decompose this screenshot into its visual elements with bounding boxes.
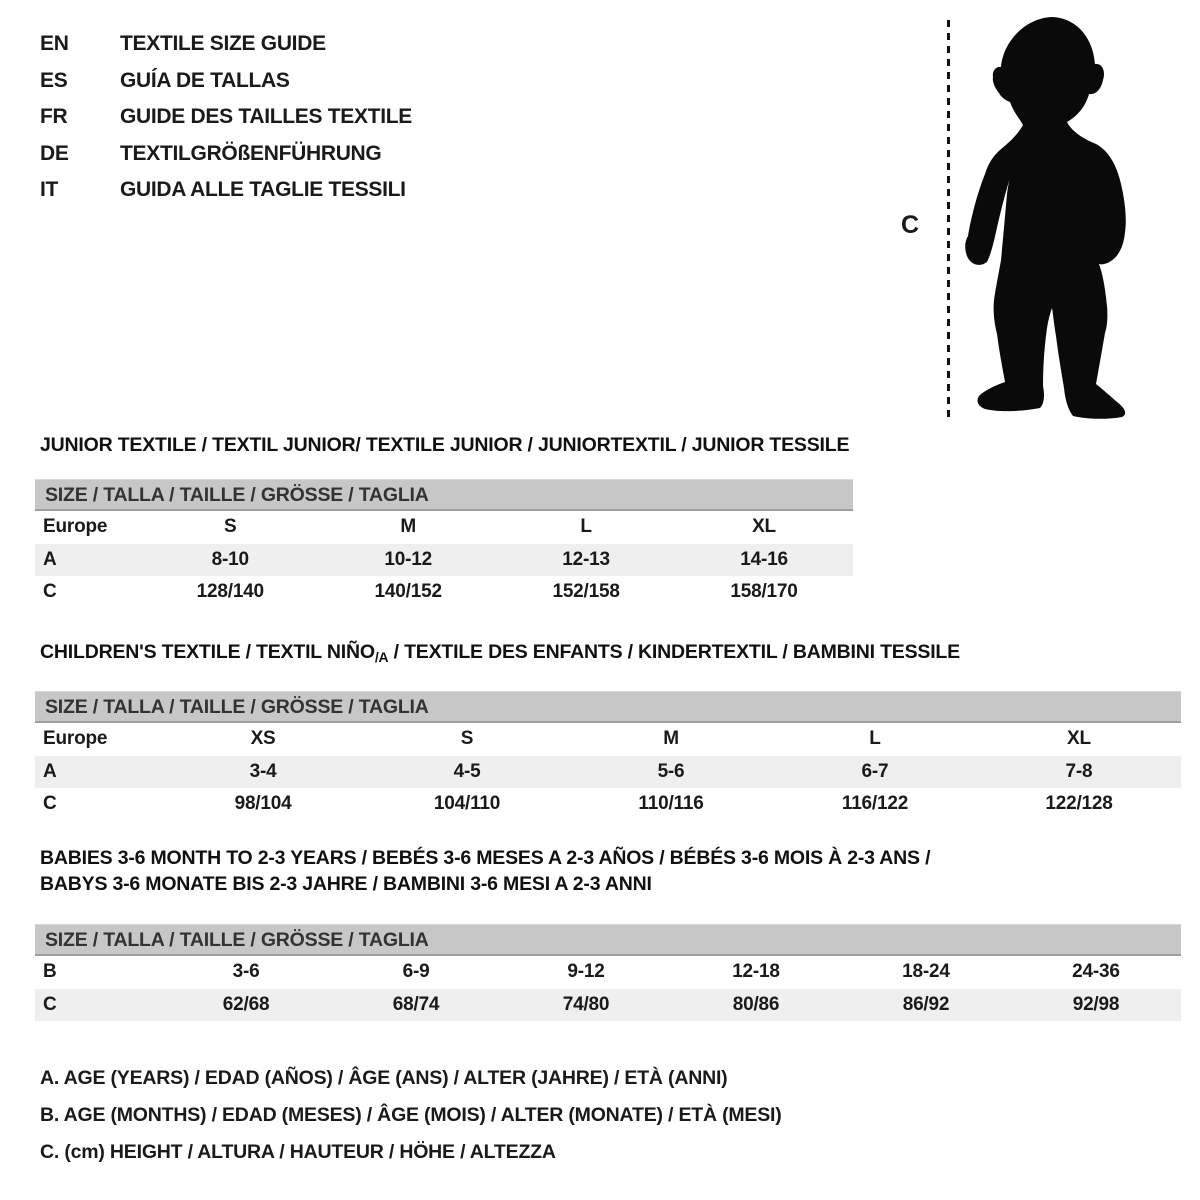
table-cell: C bbox=[43, 793, 57, 815]
guide-title: TEXTILGRÖßENFÜHRUNG bbox=[120, 141, 382, 165]
table-cell: 68/74 bbox=[392, 993, 440, 1015]
title-text: CHILDREN'S TEXTILE / TEXTIL NIÑO bbox=[40, 641, 375, 663]
babies-size-table bbox=[35, 956, 1181, 1021]
measure-label-c: C bbox=[901, 211, 920, 239]
title-text: / TEXTILE DES ENFANTS / KINDERTEXTIL / BAMBINI TESSILE bbox=[388, 641, 960, 663]
table-cell: A bbox=[43, 760, 57, 782]
language-row bbox=[40, 136, 412, 173]
table-cell: Europe bbox=[43, 516, 108, 538]
table-cell: 80/86 bbox=[732, 993, 780, 1015]
table-cell: 6-9 bbox=[402, 961, 430, 983]
table-row bbox=[35, 788, 1181, 821]
table-cell: 12-13 bbox=[562, 548, 610, 570]
table-cell: 4-5 bbox=[453, 760, 481, 782]
language-row bbox=[40, 99, 412, 136]
spacer bbox=[35, 897, 1181, 924]
table-cell: 14-16 bbox=[740, 548, 788, 570]
table-cell: 6-7 bbox=[861, 760, 889, 782]
table-row bbox=[35, 723, 1181, 756]
section-babies-textile bbox=[35, 845, 1181, 1021]
table-cell: 3-6 bbox=[232, 961, 260, 983]
language-title-list bbox=[40, 26, 412, 209]
footnote: B. AGE (MONTHS) / EDAD (MESES) / ÂGE (MOIS) / ALTER (MONATE) / ETÀ (MESI) bbox=[40, 1104, 782, 1126]
title-subscript: /A bbox=[374, 649, 389, 665]
table-cell: 140/152 bbox=[374, 581, 442, 603]
table-cell: M bbox=[400, 516, 416, 538]
table-cell: XS bbox=[250, 728, 276, 750]
table-cell: 24-36 bbox=[1072, 961, 1120, 983]
table-row bbox=[35, 956, 1181, 989]
table-cell: 10-12 bbox=[384, 548, 432, 570]
table-cell: 86/92 bbox=[902, 993, 950, 1015]
footnote: A. AGE (YEARS) / EDAD (AÑOS) / ÂGE (ANS) / ALTER (JAHRE) / ETÀ (ANNI) bbox=[40, 1067, 728, 1089]
size-header-bar: SIZE / TALLA / TAILLE / GRÖSSE / TAGLIA bbox=[35, 691, 1181, 723]
table-cell: 110/116 bbox=[638, 793, 704, 815]
table-cell: 116/122 bbox=[841, 793, 909, 815]
guide-title: GUÍA DE TALLAS bbox=[120, 68, 290, 92]
language-code: IT bbox=[40, 178, 59, 202]
table-cell: XL bbox=[1067, 728, 1091, 750]
table-row bbox=[35, 511, 853, 544]
table-cell: 18-24 bbox=[902, 961, 950, 983]
height-measure-dashed-line bbox=[947, 20, 950, 417]
language-row bbox=[40, 172, 412, 209]
table-cell: C bbox=[43, 993, 57, 1015]
language-code: FR bbox=[40, 105, 68, 129]
table-cell: 122/128 bbox=[1045, 793, 1113, 815]
junior-size-table bbox=[35, 511, 853, 609]
table-cell: 128/140 bbox=[196, 581, 264, 603]
language-code: DE bbox=[40, 141, 69, 165]
table-cell: 104/110 bbox=[433, 793, 501, 815]
table-cell: 152/158 bbox=[552, 581, 620, 603]
table-cell: 98/104 bbox=[234, 793, 292, 815]
table-cell: XL bbox=[752, 516, 776, 538]
size-header-bar: SIZE / TALLA / TAILLE / GRÖSSE / TAGLIA bbox=[35, 479, 853, 511]
table-row bbox=[35, 989, 1181, 1022]
table-cell: 8-10 bbox=[211, 548, 249, 570]
table-cell: 12-18 bbox=[732, 961, 780, 983]
table-cell: 9-12 bbox=[567, 961, 605, 983]
table-cell: 74/80 bbox=[562, 993, 610, 1015]
table-cell: L bbox=[580, 516, 592, 538]
section-title-line2: BABYS 3-6 MONATE BIS 2-3 JAHRE / BAMBINI 3-6 MESI A 2-3 ANNI bbox=[40, 873, 652, 895]
section-title-line1: BABIES 3-6 MONTH TO 2-3 YEARS / BEBÉS 3-6 MESES A 2-3 AÑOS / BÉBÉS 3-6 MOIS À 2-3 ANS / bbox=[40, 847, 931, 869]
children-size-table bbox=[35, 723, 1181, 821]
table-row bbox=[35, 544, 853, 577]
table-cell: 7-8 bbox=[1065, 760, 1093, 782]
table-cell: L bbox=[869, 728, 881, 750]
footnote: C. (cm) HEIGHT / ALTURA / HAUTEUR / HÖHE / ALTEZZA bbox=[40, 1141, 556, 1163]
table-row bbox=[35, 756, 1181, 789]
table-row bbox=[35, 576, 853, 609]
section-children-textile bbox=[35, 640, 1181, 821]
guide-title: GUIDE DES TAILLES TEXTILE bbox=[120, 105, 412, 129]
language-code: ES bbox=[40, 68, 68, 92]
table-cell: A bbox=[43, 548, 57, 570]
guide-title: GUIDA ALLE TAGLIE TESSILI bbox=[120, 178, 406, 202]
footnote-legend bbox=[40, 1060, 782, 1171]
table-cell: Europe bbox=[43, 728, 108, 750]
table-cell: B bbox=[43, 961, 57, 983]
guide-title: TEXTILE SIZE GUIDE bbox=[120, 32, 326, 56]
table-cell: S bbox=[224, 516, 237, 538]
language-row bbox=[40, 26, 412, 63]
section-junior-textile bbox=[35, 433, 853, 609]
size-header-bar: SIZE / TALLA / TAILLE / GRÖSSE / TAGLIA bbox=[35, 924, 1181, 956]
toddler-silhouette bbox=[955, 14, 1145, 419]
section-title bbox=[35, 640, 1181, 669]
table-cell: 158/170 bbox=[730, 581, 798, 603]
table-cell: S bbox=[460, 728, 474, 750]
table-cell: C bbox=[43, 581, 57, 603]
language-row bbox=[40, 63, 412, 100]
table-cell: 92/98 bbox=[1072, 993, 1120, 1015]
section-title: JUNIOR TEXTILE / TEXTIL JUNIOR/ TEXTILE JUNIOR / JUNIORTEXTIL / JUNIOR TESSILE bbox=[40, 434, 850, 456]
table-cell: 3-4 bbox=[249, 760, 277, 782]
language-code: EN bbox=[40, 32, 69, 56]
table-cell: M bbox=[663, 728, 679, 750]
table-cell: 62/68 bbox=[222, 993, 270, 1015]
table-cell: 5-6 bbox=[657, 760, 685, 782]
